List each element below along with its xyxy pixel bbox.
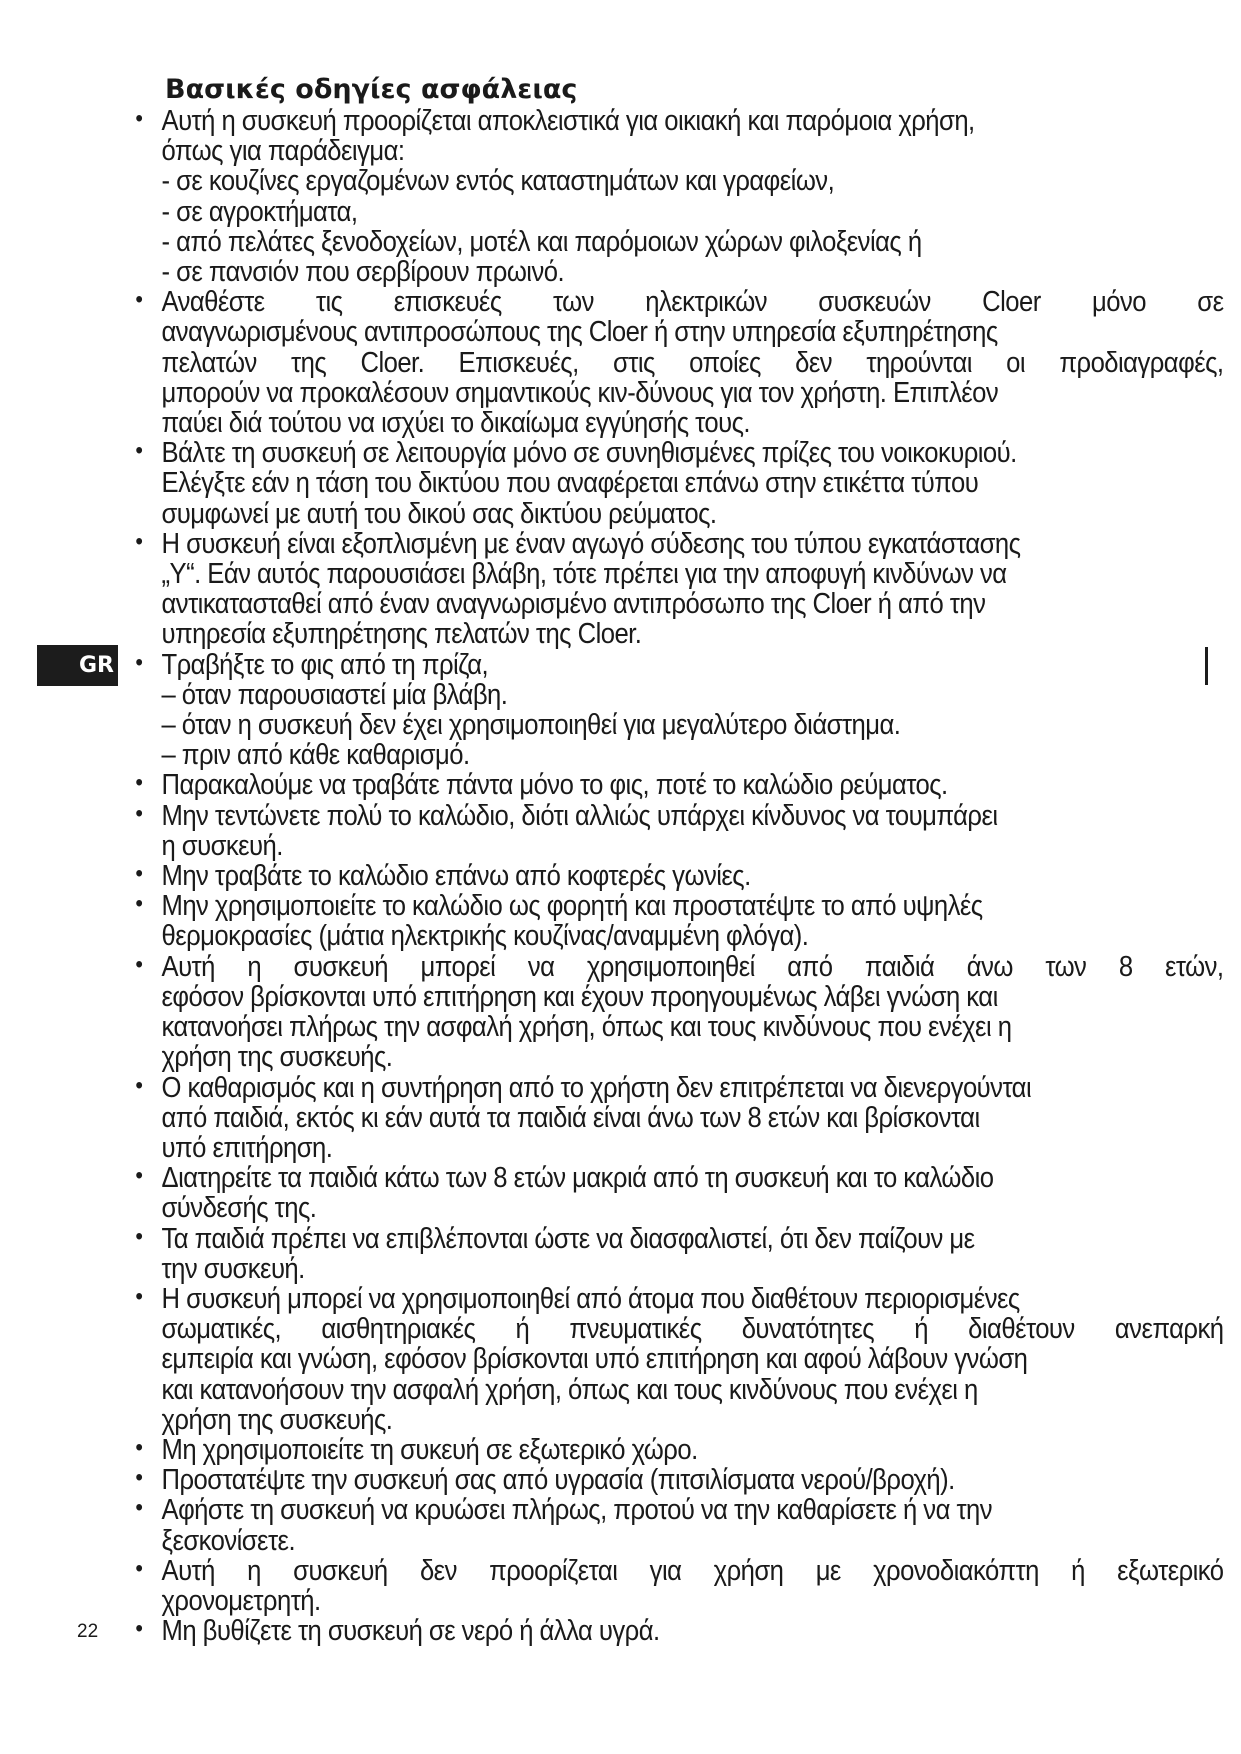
list-item xyxy=(130,1435,1224,1465)
list-item xyxy=(130,770,1224,800)
list-item-line: - σε κουζίνες εργαζομένων εντός καταστημάτων και γραφείων, xyxy=(161,165,835,198)
list-item xyxy=(130,529,1224,650)
list-item xyxy=(130,1465,1224,1495)
list-item-line: θερμοκρασίες (μάτια ηλεκτρικής κουζίνας/αναμμένη φλόγα). xyxy=(161,920,809,953)
list-item-line: Ο καθαρισμός και η συντήρηση από το χρήστη δεν επιτρέπεται να διενεργούνται xyxy=(161,1071,1032,1104)
bullet-marker: • xyxy=(135,1494,143,1522)
list-item-line: την συσκευή. xyxy=(161,1252,305,1285)
list-item-line: υπηρεσία εξυπηρέτησης πελατών της Cloer. xyxy=(161,618,642,651)
bullet-marker: • xyxy=(135,527,143,555)
list-item-line: – όταν παρουσιαστεί μία βλάβη. xyxy=(161,678,508,711)
list-item-line: πελατών της Cloer. Επισκευές, στις οποίες δεν τηρούνται οι προδιαγραφές, xyxy=(161,346,1224,379)
list-item-line: Αυτή η συσκευή δεν προορίζεται για χρήση με χρονοδιακόπτη ή εξωτερικό xyxy=(161,1554,1224,1587)
list-item-line: Αυτή η συσκευή μπορεί να χρησιμοποιηθεί από παιδιά άνω των 8 ετών, xyxy=(161,950,1224,983)
list-item-line: χρήση της συσκευής. xyxy=(161,1041,393,1074)
bullet-marker: • xyxy=(135,1222,143,1250)
language-tab-label: GR xyxy=(79,653,114,678)
list-item-line: Προστατέψτε την συσκευή σας από υγρασία (πιτσιλίσματα νερού/βροχή). xyxy=(161,1464,955,1497)
list-item-line: χρονομετρητή. xyxy=(161,1584,321,1617)
safety-instructions-list xyxy=(130,105,1224,1648)
bullet-marker: • xyxy=(135,1162,143,1190)
list-item-line: Αφήστε τη συσκευή να κρυώσει πλήρως, προτού να την καθαρίσετε ή να την xyxy=(161,1494,993,1527)
bullet-marker: • xyxy=(135,105,143,132)
list-item xyxy=(130,287,1224,438)
list-item-line: από παιδιά, εκτός κι εάν αυτά τα παιδιά είναι άνω των 8 ετών και βρίσκονται xyxy=(161,1101,980,1134)
bullet-marker: • xyxy=(135,437,143,465)
list-item-line: Μη χρησιμοποιείτε τη συκευή σε εξωτερικό χώρο. xyxy=(161,1433,698,1466)
page-number: 22 xyxy=(77,1621,99,1642)
list-item xyxy=(130,1163,1224,1223)
list-item-line: ξεσκονίσετε. xyxy=(161,1524,296,1557)
list-item-line: παύει διά τούτου να ισχύει το δικαίωμα εγγύησής τους. xyxy=(161,407,751,440)
list-item xyxy=(130,861,1224,891)
list-item xyxy=(130,1284,1224,1435)
language-tab xyxy=(37,645,118,686)
list-item-line: χρήση της συσκευής. xyxy=(161,1403,393,1436)
list-item-line: Παρακαλούμε να τραβάτε πάντα μόνο το φις, ποτέ το καλώδιο ρεύματος. xyxy=(161,769,948,802)
list-item-line: και κατανοήσουν την ασφαλή χρήση, όπως και τους κινδύνους που ενέχει η xyxy=(161,1373,978,1406)
list-item-line: όπως για παράδειγμα: xyxy=(161,135,405,168)
list-item xyxy=(130,1556,1224,1616)
bullet-marker: • xyxy=(135,286,143,314)
bullet-marker: • xyxy=(135,769,143,797)
list-item xyxy=(130,1495,1224,1555)
list-item-line: – πριν από κάθε καθαρισμό. xyxy=(161,739,470,772)
list-item-line: κατανοήσει πλήρως την ασφαλή χρήση, όπως και τους κινδύνους που ενέχει η xyxy=(161,1011,1012,1044)
list-item xyxy=(130,801,1224,861)
page-heading: Βασικές οδηγίες ασφάλειας xyxy=(165,74,578,105)
list-item-line: Η συσκευή μπορεί να χρησιμοποιηθεί από άτομα που διαθέτουν περιορισμένες xyxy=(161,1282,1020,1315)
list-item-line: Τραβήξτε το φις από τη πρίζα, xyxy=(161,648,489,681)
list-item-line: αντικατασταθεί από έναν αναγνωρισμένο αντιπρόσωπο της Cloer ή από την xyxy=(161,588,986,621)
list-item-line: Βάλτε τη συσκευή σε λειτουργία μόνο σε συνηθισμένες πρίζες του νοικοκυριού. xyxy=(161,437,1017,470)
list-item-line: Αναθέστε τις επισκευές των ηλεκτρικών συσκευών Cloer μόνο σε xyxy=(161,286,1224,319)
list-item xyxy=(130,952,1224,1073)
list-item-line: Μην τεντώνετε πολύ το καλώδιο, διότι αλλιώς υπάρχει κίνδυνος να τουμπάρει xyxy=(161,799,998,832)
bullet-marker: • xyxy=(135,1433,143,1461)
list-item-line: Η συσκευή είναι εξοπλισμένη με έναν αγωγό σύδεσης του τύπου εγκατάστασης xyxy=(161,527,1021,560)
bullet-marker: • xyxy=(135,890,143,918)
list-item-line: – όταν η συσκευή δεν έχει χρησιμοποιηθεί για μεγαλύτερο διάστημα. xyxy=(161,709,901,742)
list-item-line: συμφωνεί με αυτή του δικού σας δικτύου ρεύματος. xyxy=(161,497,717,530)
list-item-line: - σε αγροκτήματα, xyxy=(161,195,358,228)
list-item-line: Μην χρησιμοποιείτε το καλώδιο ως φορητή και προστατέψτε το από υψηλές xyxy=(161,890,983,923)
list-item xyxy=(130,650,1224,771)
list-item xyxy=(130,1616,1224,1646)
list-item-line: - από πελάτες ξενοδοχείων, μοτέλ και παρόμοιων χώρων φιλοξενίας ή xyxy=(161,225,922,258)
bullet-marker: • xyxy=(135,799,143,827)
list-item-line: Αυτή η συσκευή προορίζεται αποκλειστικά για οικιακή και παρόμοια χρήση, xyxy=(161,105,975,137)
list-item-line: σύνδεσής της. xyxy=(161,1192,317,1225)
list-item-line: εφόσον βρίσκονται υπό επιτήρηση και έχουν προηγουμένως λάβει γνώση και xyxy=(161,980,998,1013)
margin-rule xyxy=(1205,647,1208,685)
list-item-line: „Y“. Εάν αυτός παρουσιάσει βλάβη, τότε πρέπει για την αποφυγή κινδύνων να xyxy=(161,558,1007,591)
list-item-line: αναγνωρισμένους αντιπροσώπους της Cloer ή στην υπηρεσία εξυπηρέτησης xyxy=(161,316,998,349)
list-item xyxy=(130,438,1224,529)
bullet-marker: • xyxy=(135,1464,143,1492)
bullet-marker: • xyxy=(135,1071,143,1099)
list-item xyxy=(130,1073,1224,1164)
list-item xyxy=(130,106,1224,287)
list-item-line: Μη βυθίζετε τη συσκευή σε νερό ή άλλα υγρά. xyxy=(161,1615,660,1648)
list-item-line: Διατηρείτε τα παιδιά κάτω των 8 ετών μακριά από τη συσκευή και το καλώδιο xyxy=(161,1162,994,1195)
list-item-line: - σε πανσιόν που σερβίρουν πρωινό. xyxy=(161,256,565,289)
list-item-line: Τα παιδιά πρέπει να επιβλέπονται ώστε να διασφαλιστεί, ότι δεν παίζουν με xyxy=(161,1222,975,1255)
list-item-line: σωματικές, αισθητηριακές ή πνευματικές δυνατότητες ή διαθέτουν ανεπαρκή xyxy=(161,1313,1224,1346)
list-item-line: η συσκευή. xyxy=(161,829,283,862)
list-item xyxy=(130,891,1224,951)
bullet-marker: • xyxy=(135,860,143,888)
list-item-line: Μην τραβάτε το καλώδιο επάνω από κοφτερές γωνίες. xyxy=(161,860,751,893)
list-item-line: υπό επιτήρηση. xyxy=(161,1131,333,1164)
bullet-marker: • xyxy=(135,950,143,978)
list-item-line: μπορούν να προκαλέσουν σημαντικούς κιν-δύνους για τον χρήστη. Επιπλέον xyxy=(161,376,999,409)
bullet-marker: • xyxy=(135,1554,143,1582)
list-item-line: εμπειρία και γνώση, εφόσον βρίσκονται υπό επιτήρηση και αφού λάβουν γνώση xyxy=(161,1343,1028,1376)
bullet-marker: • xyxy=(135,1615,143,1643)
list-item xyxy=(130,1224,1224,1284)
bullet-marker: • xyxy=(135,648,143,676)
list-item-line: Ελέγξτε εάν η τάση του δικτύου που αναφέρεται επάνω στην ετικέττα τύπου xyxy=(161,467,979,500)
bullet-marker: • xyxy=(135,1282,143,1310)
